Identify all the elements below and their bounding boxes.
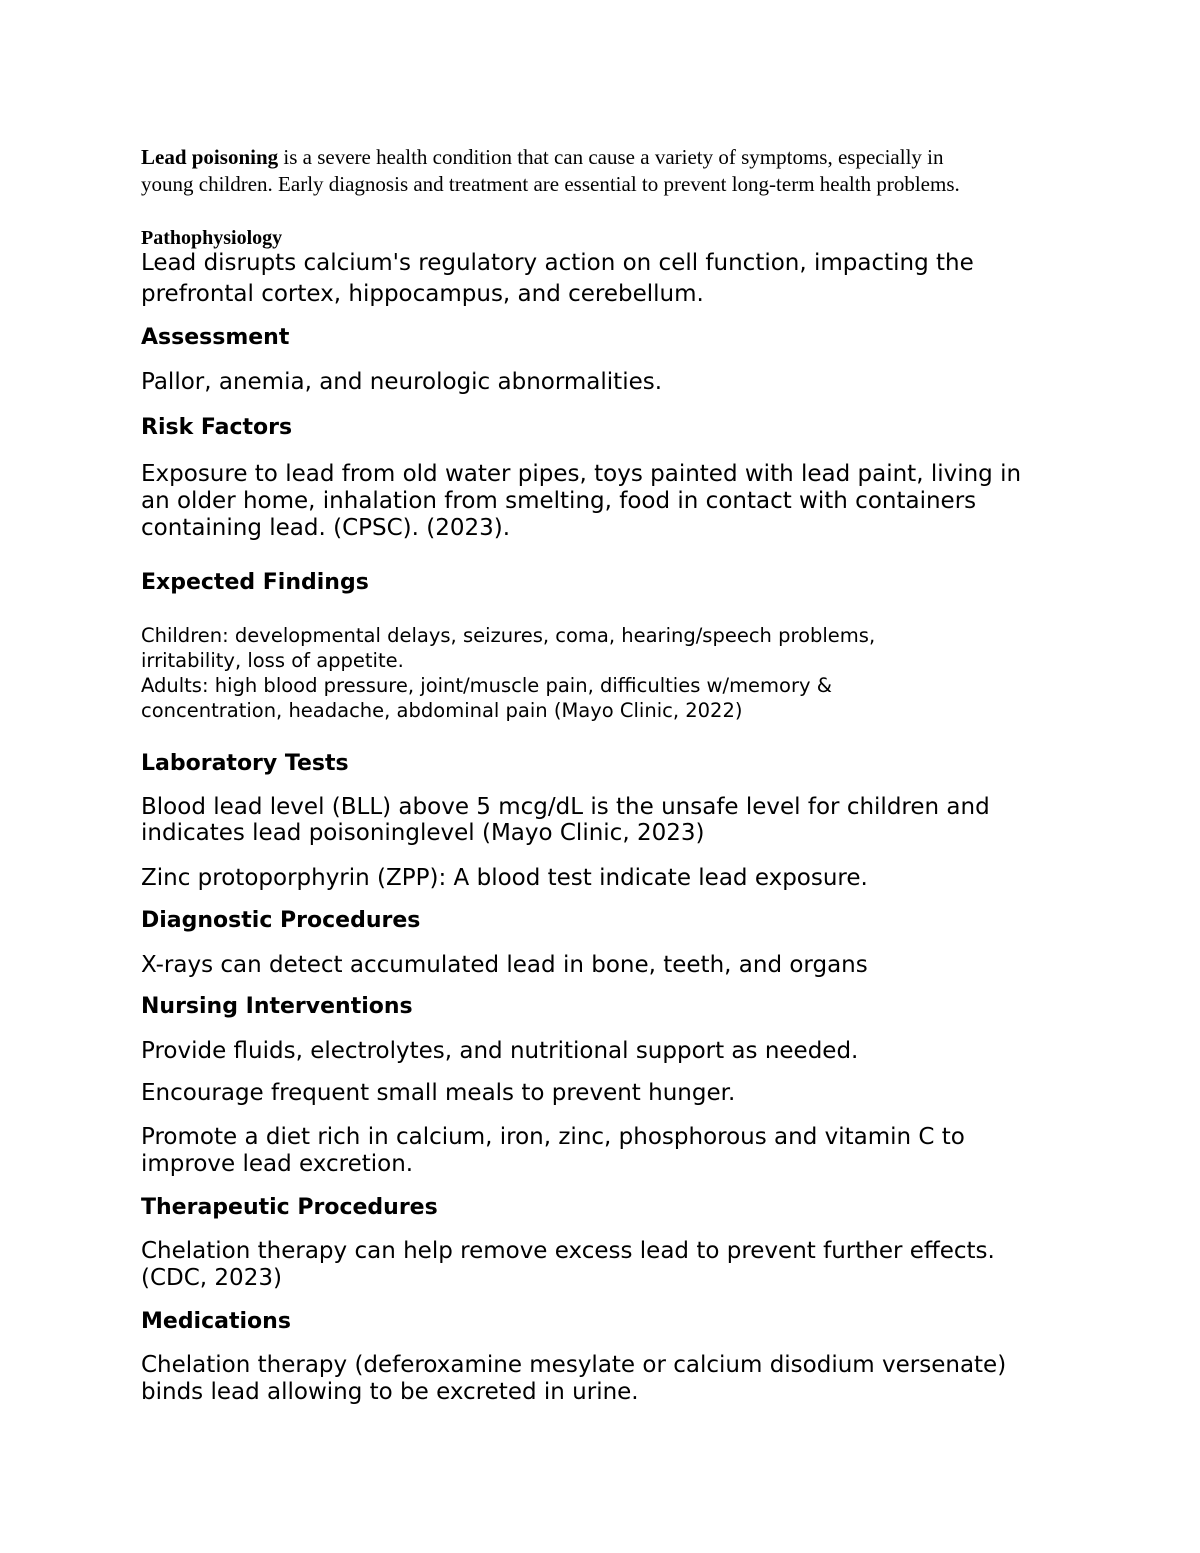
nursing-interventions-item-3-line-1: Promote a diet rich in calcium, iron, zinc, phosphorous and vitamin C to bbox=[141, 1124, 965, 1150]
expected-findings-heading: Expected Findings bbox=[141, 570, 369, 595]
expected-findings-line-2: irritability, loss of appetite. bbox=[141, 649, 404, 672]
pathophysiology-line-2: prefrontal cortex, hippocampus, and cerebellum. bbox=[141, 281, 704, 307]
risk-factors-line-2: an older home, inhalation from smelting, food in contact with containers bbox=[141, 488, 977, 514]
diagnostic-procedures-text: X-rays can detect accumulated lead in bone, teeth, and organs bbox=[141, 952, 868, 978]
assessment-heading: Assessment bbox=[141, 325, 290, 350]
laboratory-tests-zpp: Zinc protoporphyrin (ZPP): A blood test indicate lead exposure. bbox=[141, 865, 868, 891]
therapeutic-procedures-heading: Therapeutic Procedures bbox=[141, 1195, 438, 1220]
medications-heading: Medications bbox=[141, 1309, 291, 1334]
nursing-interventions-item-3-line-2: improve lead excretion. bbox=[141, 1151, 414, 1177]
expected-findings-line-4: concentration, headache, abdominal pain (Mayo Clinic, 2022) bbox=[141, 699, 743, 722]
laboratory-tests-bll-line-2: indicates lead poisoninglevel (Mayo Clinic, 2023) bbox=[141, 820, 705, 846]
risk-factors-heading: Risk Factors bbox=[141, 415, 293, 440]
nursing-interventions-item-2: Encourage frequent small meals to prevent hunger. bbox=[141, 1080, 736, 1106]
medications-line-2: binds lead allowing to be excreted in urine. bbox=[141, 1379, 639, 1405]
intro-line-2: young children. Early diagnosis and treatment are essential to prevent long-term health problems. bbox=[141, 172, 960, 196]
assessment-text: Pallor, anemia, and neurologic abnormalities. bbox=[141, 369, 663, 395]
pathophysiology-heading: Pathophysiology bbox=[141, 227, 283, 249]
risk-factors-line-1: Exposure to lead from old water pipes, toys painted with lead paint, living in bbox=[141, 461, 1022, 487]
laboratory-tests-heading: Laboratory Tests bbox=[141, 751, 349, 776]
medications-line-1: Chelation therapy (deferoxamine mesylate or calcium disodium versenate) bbox=[141, 1352, 1007, 1378]
therapeutic-procedures-line-1: Chelation therapy can help remove excess lead to prevent further effects. bbox=[141, 1238, 995, 1264]
intro-line-1 bbox=[141, 144, 944, 171]
expected-findings-line-3: Adults: high blood pressure, joint/muscle pain, difficulties w/memory & bbox=[141, 674, 832, 697]
risk-factors-line-3: containing lead. (CPSC). (2023). bbox=[141, 515, 511, 541]
nursing-interventions-item-1: Provide fluids, electrolytes, and nutritional support as needed. bbox=[141, 1038, 859, 1064]
intro-bold-term: Lead poisoning bbox=[141, 145, 279, 169]
diagnostic-procedures-heading: Diagnostic Procedures bbox=[141, 908, 421, 933]
pathophysiology-line-1: Lead disrupts calcium's regulatory action on cell function, impacting the bbox=[141, 250, 974, 276]
laboratory-tests-bll-line-1: Blood lead level (BLL) above 5 mcg/dL is the unsafe level for children and bbox=[141, 794, 990, 820]
nursing-interventions-heading: Nursing Interventions bbox=[141, 994, 413, 1019]
intro-line-1-text: is a severe health condition that can cause a variety of symptoms, especially in bbox=[278, 145, 944, 169]
expected-findings-line-1: Children: developmental delays, seizures, coma, hearing/speech problems, bbox=[141, 624, 876, 647]
therapeutic-procedures-line-2: (CDC, 2023) bbox=[141, 1265, 282, 1291]
